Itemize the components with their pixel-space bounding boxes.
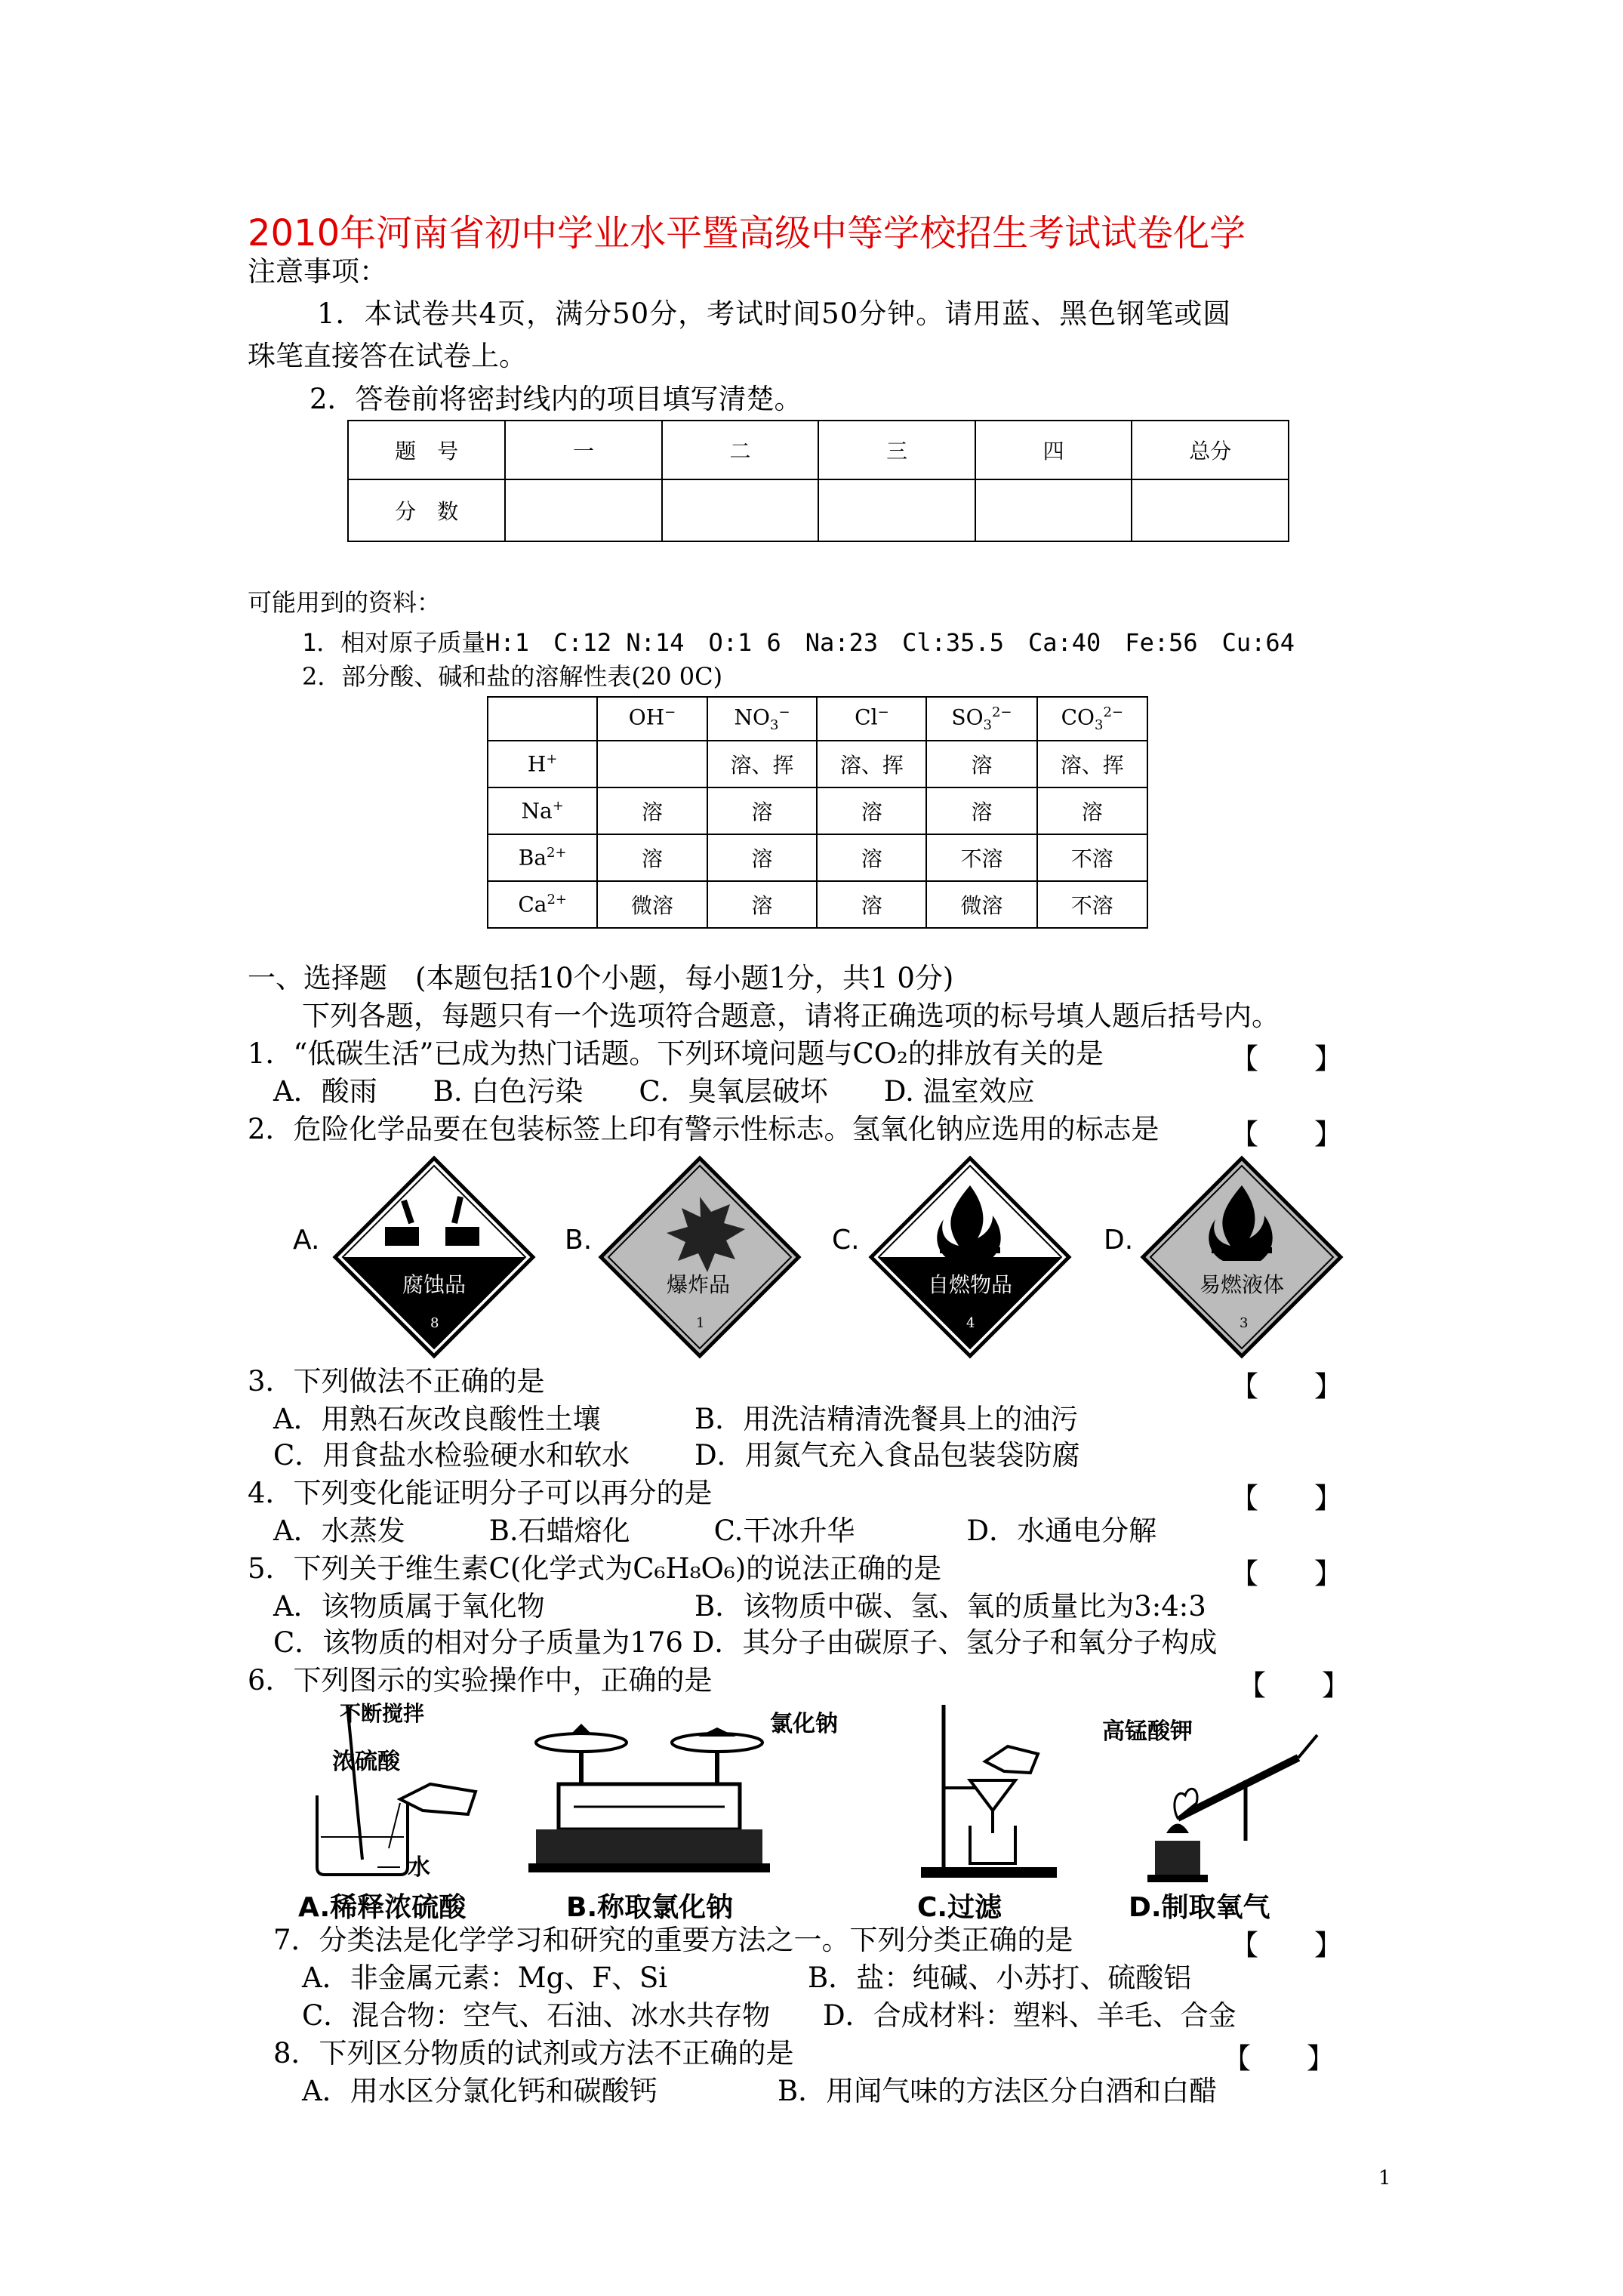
hazard-b-letter: B. bbox=[565, 1225, 593, 1256]
sol-cell: 溶 bbox=[1037, 787, 1147, 834]
sol-cell: 溶 bbox=[926, 741, 1036, 787]
sol-cell: 溶 bbox=[707, 787, 818, 834]
test-tube-heating-icon bbox=[1132, 1727, 1329, 1886]
score-table bbox=[347, 420, 1289, 542]
filtration-stand-icon bbox=[913, 1697, 1064, 1886]
sol-cell: 溶 bbox=[817, 834, 926, 881]
question-3-option-a: A．用熟石灰改良酸性土壤 bbox=[273, 1403, 601, 1435]
sol-cell: 溶、挥 bbox=[707, 741, 818, 787]
sol-cell bbox=[597, 741, 707, 787]
score-cell[interactable] bbox=[505, 479, 662, 541]
lab-operations-figure bbox=[287, 1697, 1359, 1924]
notice-item-1-cont: 珠笔直接答在试卷上。 bbox=[248, 340, 527, 372]
lab-a-water-label: 水 bbox=[408, 1854, 430, 1881]
hazard-a-label: 腐蚀品 bbox=[402, 1272, 466, 1297]
anion-header: OH− bbox=[597, 697, 707, 741]
question-7-option-b: B．盐：纯碱、小苏打、硫酸铝 bbox=[808, 1962, 1192, 1994]
sol-cell: 溶 bbox=[707, 834, 818, 881]
notice-item-1: 1．本试卷共4页，满分50分，考试时间50分钟。请用蓝、黑色钢笔或圆 bbox=[317, 297, 1232, 330]
page-number: 1 bbox=[1378, 2167, 1391, 2190]
score-header: 二 bbox=[662, 421, 819, 479]
question-3: 3．下列做法不正确的是 bbox=[248, 1365, 545, 1398]
answer-bracket[interactable]: 【 】 bbox=[1230, 1482, 1342, 1515]
atomic-masses: 1．相对原子质量H:1 C:12 N:14 O:1 6 Na:23 Cl:35.5 Ca:40 Fe:56 Cu:64 bbox=[302, 628, 1295, 657]
answer-bracket[interactable]: 【 】 bbox=[1230, 1370, 1342, 1403]
sol-cell: 溶 bbox=[926, 787, 1036, 834]
answer-bracket[interactable]: 【 】 bbox=[1223, 2042, 1335, 2075]
question-2: 2．危险化学品要在包装标签上印有警示性标志。氢氧化钠应选用的标志是 bbox=[248, 1113, 1160, 1145]
score-cell[interactable] bbox=[818, 479, 975, 541]
sol-cell: 溶 bbox=[597, 787, 707, 834]
hazard-signs-figure bbox=[287, 1155, 1359, 1367]
question-8-option-b: B．用闻气味的方法区分白酒和白醋 bbox=[778, 2075, 1218, 2107]
lab-d-caption: D.制取氧气 bbox=[1129, 1892, 1270, 1923]
solubility-table bbox=[487, 696, 1148, 929]
anion-header: $CO_3^{2-}$ bbox=[1037, 697, 1147, 741]
question-4: 4．下列变化能证明分子可以再分的是 bbox=[248, 1477, 713, 1509]
question-5-option-cd: C．该物质的相对分子质量为176 D．其分子由碳原子、氢分子和氧分子构成 bbox=[273, 1626, 1218, 1659]
question-3-option-b: B．用洗洁精清洗餐具上的油污 bbox=[694, 1403, 1079, 1435]
question-5-option-b: B．该物质中碳、氢、氧的质量比为3:4:3 bbox=[694, 1590, 1206, 1623]
section-instruction: 下列各题，每题只有一个选项符合题意，请将正确选项的标号填人题后括号内。 bbox=[302, 1000, 1280, 1032]
question-1: 1．“低碳生活”已成为热门话题。下列环境问题与CO₂的排放有关的是 bbox=[248, 1037, 1104, 1070]
sol-cell: 微溶 bbox=[926, 881, 1036, 928]
question-8: 8．下列区分物质的试剂或方法不正确的是 bbox=[273, 2037, 794, 2069]
sol-cell: 不溶 bbox=[1037, 881, 1147, 928]
anion-header: Cl− bbox=[817, 697, 926, 741]
score-cell[interactable] bbox=[1132, 479, 1289, 541]
lab-a-caption: A.稀释浓硫酸 bbox=[298, 1892, 467, 1923]
hazard-a-letter: A. bbox=[293, 1225, 320, 1256]
sol-cell: 溶 bbox=[817, 881, 926, 928]
hazard-c-number: 4 bbox=[966, 1315, 975, 1331]
question-8-option-a: A．用水区分氯化钙和碳酸钙 bbox=[302, 2075, 658, 2107]
question-3-option-d: D．用氮气充入食品包装袋防腐 bbox=[694, 1439, 1080, 1472]
score-header: 四 bbox=[975, 421, 1132, 479]
score-cell[interactable] bbox=[662, 479, 819, 541]
hazard-a-number: 8 bbox=[430, 1315, 439, 1331]
notice-item-2: 2．答卷前将密封线内的项目填写清楚。 bbox=[310, 383, 802, 415]
solubility-title: 2．部分酸、碱和盐的溶解性表(20 0C) bbox=[302, 662, 723, 691]
question-6: 6．下列图示的实验操作中，正确的是 bbox=[248, 1664, 713, 1697]
balance-scale-icon bbox=[528, 1720, 770, 1886]
lab-a-stir-label: 不断搅拌 bbox=[340, 1701, 425, 1726]
score-cell[interactable] bbox=[975, 479, 1132, 541]
answer-bracket[interactable]: 【 】 bbox=[1230, 1118, 1342, 1151]
cation-label: H+ bbox=[488, 741, 597, 787]
cation-label: $Ba^{2+}$ bbox=[488, 834, 597, 881]
hazard-b-label: 爆炸品 bbox=[666, 1272, 730, 1297]
sol-cell: 溶、挥 bbox=[1037, 741, 1147, 787]
question-5: 5．下列关于维生素C(化学式为C₆H₈O₆)的说法正确的是 bbox=[248, 1552, 942, 1585]
question-5-option-a: A．该物质属于氧化物 bbox=[273, 1590, 545, 1623]
hazard-c-label: 自燃物品 bbox=[927, 1272, 1012, 1297]
notice-heading: 注意事项： bbox=[248, 255, 387, 288]
sol-cell: 溶 bbox=[817, 787, 926, 834]
section-heading: 一、选择题 (本题包括10个小题，每小题1分，共1 0分) bbox=[248, 962, 954, 994]
answer-bracket[interactable]: 【 】 bbox=[1230, 1558, 1342, 1590]
lab-b-caption: B.称取氯化钠 bbox=[566, 1892, 734, 1923]
score-row-label: 分 数 bbox=[348, 479, 505, 541]
score-header: 总分 bbox=[1132, 421, 1289, 479]
question-7-option-a: A．非金属元素：Mg、F、Si bbox=[302, 1962, 668, 1994]
sol-cell: 微溶 bbox=[597, 881, 707, 928]
anion-header: $NO_3^-$ bbox=[707, 697, 818, 741]
hazard-d-number: 3 bbox=[1240, 1315, 1249, 1331]
cation-label: $Ca^{2+}$ bbox=[488, 881, 597, 928]
sol-cell: 溶、挥 bbox=[817, 741, 926, 787]
question-7: 7．分类法是化学学习和研究的重要方法之一。下列分类正确的是 bbox=[273, 1924, 1073, 1956]
lab-b-salt-label: 氯化钠 bbox=[770, 1711, 838, 1737]
answer-bracket[interactable]: 【 】 bbox=[1230, 1043, 1342, 1075]
sol-cell: 不溶 bbox=[1037, 834, 1147, 881]
page-title: 2010年河南省初中学业水平暨高级中等学校招生考试试卷化学 bbox=[248, 212, 1246, 254]
lab-a-acid-label: 浓硫酸 bbox=[332, 1749, 400, 1775]
score-header: 一 bbox=[505, 421, 662, 479]
question-3-option-c: C．用食盐水检验硬水和软水 bbox=[273, 1439, 630, 1472]
sol-cell: 不溶 bbox=[926, 834, 1036, 881]
sol-cell: 溶 bbox=[597, 834, 707, 881]
resources-heading: 可能用到的资料： bbox=[248, 588, 442, 617]
hazard-b-number: 1 bbox=[696, 1315, 705, 1331]
question-7-option-c: C．混合物：空气、石油、冰水共存物 bbox=[302, 1999, 771, 2032]
answer-bracket[interactable]: 【 】 bbox=[1230, 1929, 1342, 1962]
question-7-option-d: D．合成材料：塑料、羊毛、合金 bbox=[823, 1999, 1236, 2032]
hazard-c-letter: C. bbox=[832, 1225, 860, 1256]
score-header: 题 号 bbox=[348, 421, 505, 479]
lab-c-caption: C.过滤 bbox=[917, 1892, 1002, 1923]
question-4-options: A．水蒸发 B.石蜡熔化 C.干冰升华 D．水通电分解 bbox=[273, 1515, 1157, 1547]
lab-d-kmno4-label: 高锰酸钾 bbox=[1102, 1718, 1193, 1745]
question-1-options: A．酸雨 B. 白色污染 C．臭氧层破坏 D. 温室效应 bbox=[273, 1075, 1035, 1108]
sol-cell: 溶 bbox=[707, 881, 818, 928]
hazard-d-label: 易燃液体 bbox=[1199, 1272, 1284, 1297]
cation-label: Na+ bbox=[488, 787, 597, 834]
score-header: 三 bbox=[818, 421, 975, 479]
answer-bracket[interactable]: 【 】 bbox=[1238, 1669, 1350, 1702]
anion-header: $SO_3^{2-}$ bbox=[926, 697, 1036, 741]
hazard-d-letter: D. bbox=[1104, 1225, 1134, 1256]
